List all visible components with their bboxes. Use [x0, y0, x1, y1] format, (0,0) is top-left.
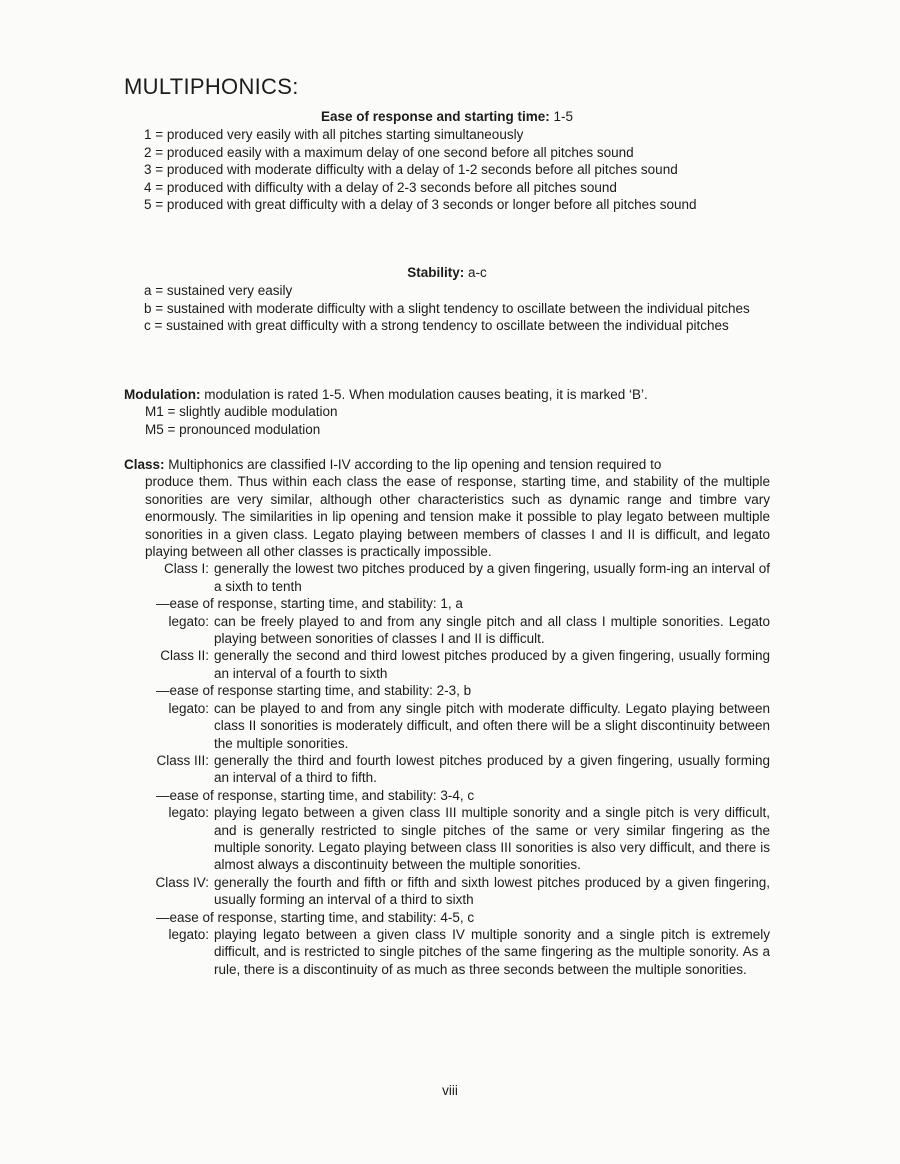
- ease-text: produced with great difficulty with a delay of 3 seconds or longer before all pitches sound: [166, 197, 697, 213]
- class-desc: generally the second and third lowest pitches produced by a given fingering, usually forming an interval of a fourth to sixth: [214, 648, 770, 681]
- class-name: Class IV:: [155, 874, 209, 890]
- stability-item: [144, 317, 770, 334]
- stability-heading-range: a-c: [464, 265, 487, 280]
- class-row: [124, 560, 770, 595]
- legato-label: legato:: [168, 805, 209, 821]
- class-ease: —ease of response, starting time, and stability: 3-4, c: [156, 787, 475, 803]
- ease-text: produced with difficulty with a delay of 2-3 seconds before all pitches sound: [166, 179, 617, 195]
- ease-item: [144, 179, 770, 196]
- ease-key: 5 =: [144, 197, 167, 213]
- stability-heading-label: Stability:: [407, 265, 465, 280]
- ease-key: 2 =: [144, 144, 167, 160]
- legato-row: [124, 613, 770, 648]
- ease-key: 1 =: [144, 127, 167, 143]
- class-ease: —ease of response starting time, and stability: 2-3, b: [156, 683, 472, 699]
- modulation-label: Modulation:: [124, 387, 201, 402]
- legato-row: [124, 804, 770, 874]
- stability-text: sustained very easily: [166, 283, 293, 299]
- ease-text: produced with moderate difficulty with a delay of 1-2 seconds before all pitches sound: [166, 162, 678, 178]
- page-number: viii: [442, 1083, 458, 1098]
- legato-text: playing legato between a given class IV multiple sonority and a single pitch is extremely difficult, and is restricted to single pitches of the same fingering as the multiple sonority. As a rule, there is a discontinuity of as much as three seconds between the multiple sonorities.: [214, 926, 770, 977]
- stability-item: [144, 300, 770, 317]
- legato-label: legato:: [168, 613, 209, 629]
- modulation-item: M5 = pronounced modulation: [145, 421, 321, 437]
- stability-definitions: [124, 282, 770, 334]
- class-desc: generally the third and fourth lowest pitches produced by a given fingering, usually forming an interval of a third to fifth.: [214, 752, 770, 786]
- modulation-items: [124, 403, 770, 438]
- class-row: [124, 752, 770, 787]
- class-label: Class:: [124, 457, 165, 472]
- class-definitions: [124, 560, 770, 978]
- class-section: [124, 456, 770, 978]
- modulation-text: modulation is rated 1-5. When modulation causes beating, it is marked ‘B’.: [200, 387, 648, 402]
- class-ease: —ease of response, starting time, and stability: 1, a: [156, 596, 463, 612]
- class-desc: generally the lowest two pitches produced by a given fingering, usually form-ing an interval of a sixth to tenth: [214, 561, 770, 594]
- ease-heading-range: 1-5: [549, 109, 574, 124]
- legato-text: can be played to and from any single pitch with moderate difficulty. Legato playing between class II sonorities is moderately difficult, and often there will be a slight discontinuity between the multiple sonorities.: [214, 700, 770, 751]
- ease-item: [144, 196, 770, 213]
- class-intro-text: produce them. Thus within each class the ease of response, starting time, and stability of the multiple sonorities are very similar, although other characteristics such as dynamic range and timbre vary enormously. The similarities in lip opening and tension make it possible to play legato between multiple sonorities in a given class. Legato playing between members of classes I and II is difficult, and legato playing between all other classes is practically impossible.: [145, 474, 770, 560]
- ease-text: produced very easily with all pitches starting simultaneously: [166, 127, 524, 143]
- class-row: [124, 874, 770, 909]
- class-name: Class I:: [163, 561, 209, 577]
- legato-label: legato:: [168, 700, 209, 716]
- class-first-line: Multiphonics are classified I-IV according to the lip opening and tension required to: [164, 457, 662, 472]
- ease-section: [124, 108, 770, 213]
- class-desc: generally the fourth and fifth or fifth and sixth lowest pitches produced by a given fingering, usually forming an interval of a third to sixth: [214, 874, 770, 908]
- page-title: MULTIPHONICS:: [124, 74, 299, 99]
- stability-key: b =: [144, 300, 167, 316]
- ease-text: produced easily with a maximum delay of one second before all pitches sound: [166, 144, 634, 160]
- ease-heading: [124, 108, 770, 125]
- stability-text: sustained with great difficulty with a strong tendency to oscillate between the individual pitches: [166, 318, 729, 334]
- ease-heading-label: Ease of response and starting time:: [320, 109, 550, 124]
- stability-key: c =: [144, 318, 167, 334]
- stability-key: a =: [144, 283, 167, 299]
- legato-text: playing legato between a given class III multiple sonority and a single pitch is very difficult, and is generally restricted to single pitches of the same or very similar fingering as the multiple sonority. Legato playing between class III sonorities is also very difficult, and there is almost always a discontinuity between the multiple sonorities.: [214, 805, 770, 873]
- stability-item: [144, 282, 770, 299]
- class-ease: —ease of response, starting time, and stability: 4-5, c: [156, 909, 475, 925]
- class-name: Class II:: [160, 648, 209, 664]
- legato-label: legato:: [168, 926, 209, 942]
- modulation-section: [124, 386, 770, 438]
- ease-item: [144, 126, 770, 143]
- ease-definitions: [124, 126, 770, 213]
- class-intro: [124, 456, 770, 560]
- modulation-line: [124, 386, 770, 403]
- class-name: Class III:: [156, 752, 209, 768]
- ease-item: [144, 161, 770, 178]
- ease-item: [144, 144, 770, 161]
- stability-section: [124, 264, 770, 335]
- ease-key: 3 =: [144, 162, 167, 178]
- legato-row: [124, 926, 770, 978]
- legato-row: [124, 700, 770, 752]
- class-row: [124, 647, 770, 682]
- modulation-item: M1 = slightly audible modulation: [145, 404, 338, 420]
- stability-heading: [124, 264, 770, 281]
- legato-text: can be freely played to and from any single pitch and all class I multiple sonorities. Legato playing between sonorities of classes I and II is difficult.: [214, 613, 770, 647]
- stability-text: sustained with moderate difficulty with a slight tendency to oscillate between the individual pitches: [166, 300, 750, 316]
- ease-key: 4 =: [144, 179, 167, 195]
